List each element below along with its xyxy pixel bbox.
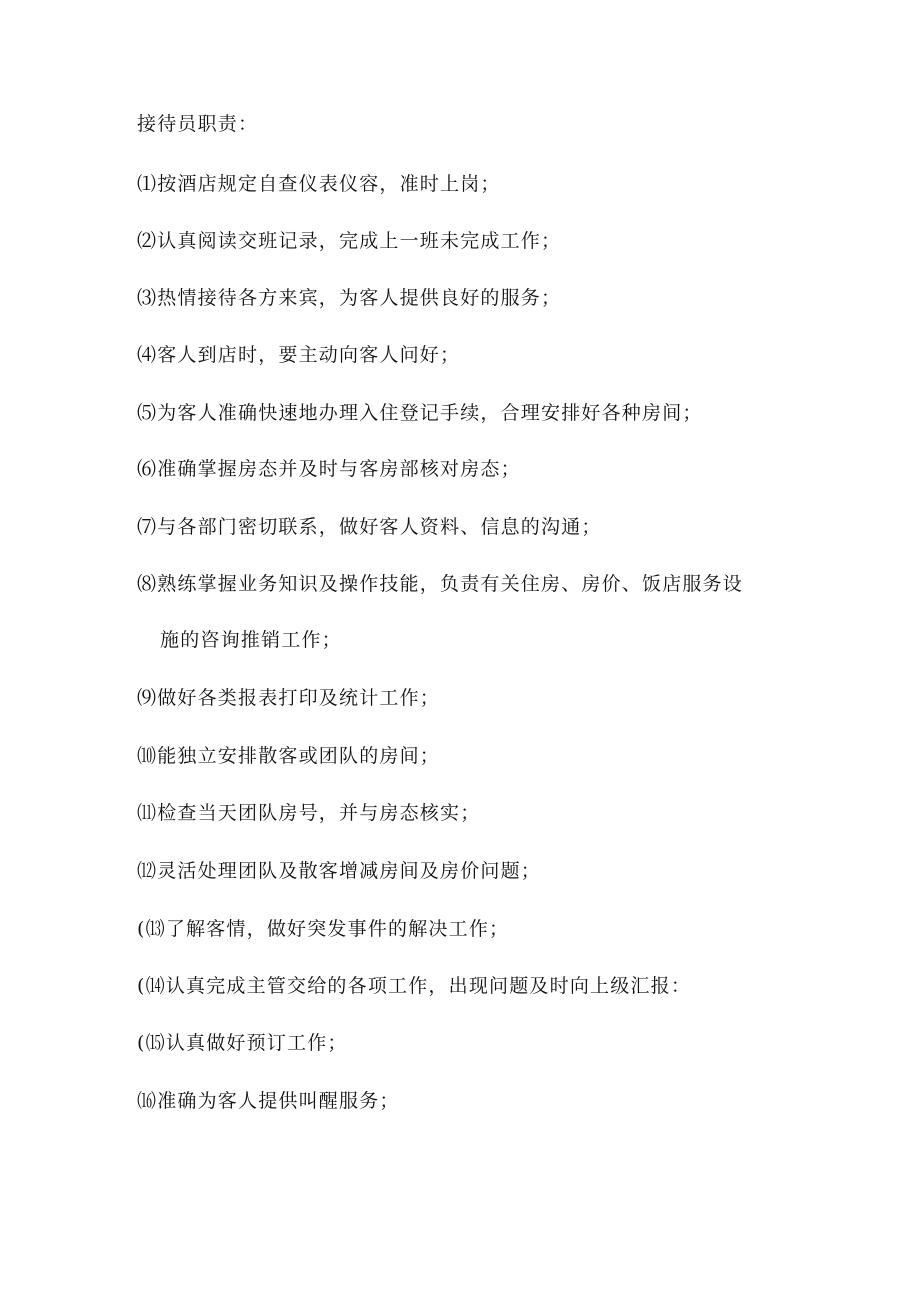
- duty-item-1: ⑴按酒店规定自查仪表仪容，准时上岗；: [137, 173, 501, 195]
- duty-item-6: ⑹准确掌握房态并及时与客房部核对房态；: [137, 458, 521, 480]
- duty-item-15: (⒂认真做好预订工作；: [137, 1032, 348, 1054]
- duty-item-8: ⑻熟练掌握业务知识及操作技能，负责有关住房、房价、饭店服务设: [137, 573, 744, 595]
- duty-item-3: ⑶热情接待各方来宾，为客人提供良好的服务；: [137, 287, 562, 309]
- duty-item-16: ⒃准确为客人提供叫醒服务；: [137, 1090, 400, 1112]
- duty-item-10: ⑽能独立安排散客或团队的房间；: [137, 745, 441, 767]
- duty-item-7: ⑺与各部门密切联系，做好客人资料、信息的沟通；: [137, 516, 602, 538]
- duty-item-11: ⑾检查当天团队房号，并与房态核实；: [137, 802, 481, 824]
- document-title: 接待员职责：: [137, 113, 259, 135]
- duty-item-2: ⑵认真阅读交班记录，完成上一班未完成工作；: [137, 230, 562, 252]
- duty-item-5: ⑸为客人准确快速地办理入住登记手续，合理安排好各种房间；: [137, 402, 703, 424]
- duty-item-4: ⑷客人到店时，要主动向客人问好；: [137, 344, 461, 366]
- duty-item-9: ⑼做好各类报表打印及统计工作；: [137, 687, 441, 709]
- duty-item-12: ⑿灵活处理团队及散客增减房间及房价问题；: [137, 860, 542, 882]
- duty-item-14: (⒁认真完成主管交给的各项工作，出现问题及时向上级汇报：: [137, 975, 692, 997]
- duty-item-8-continued: 施的咨询推销工作；: [160, 629, 342, 651]
- duty-item-13: (⒀了解客情，做好突发事件的解决工作；: [137, 918, 510, 940]
